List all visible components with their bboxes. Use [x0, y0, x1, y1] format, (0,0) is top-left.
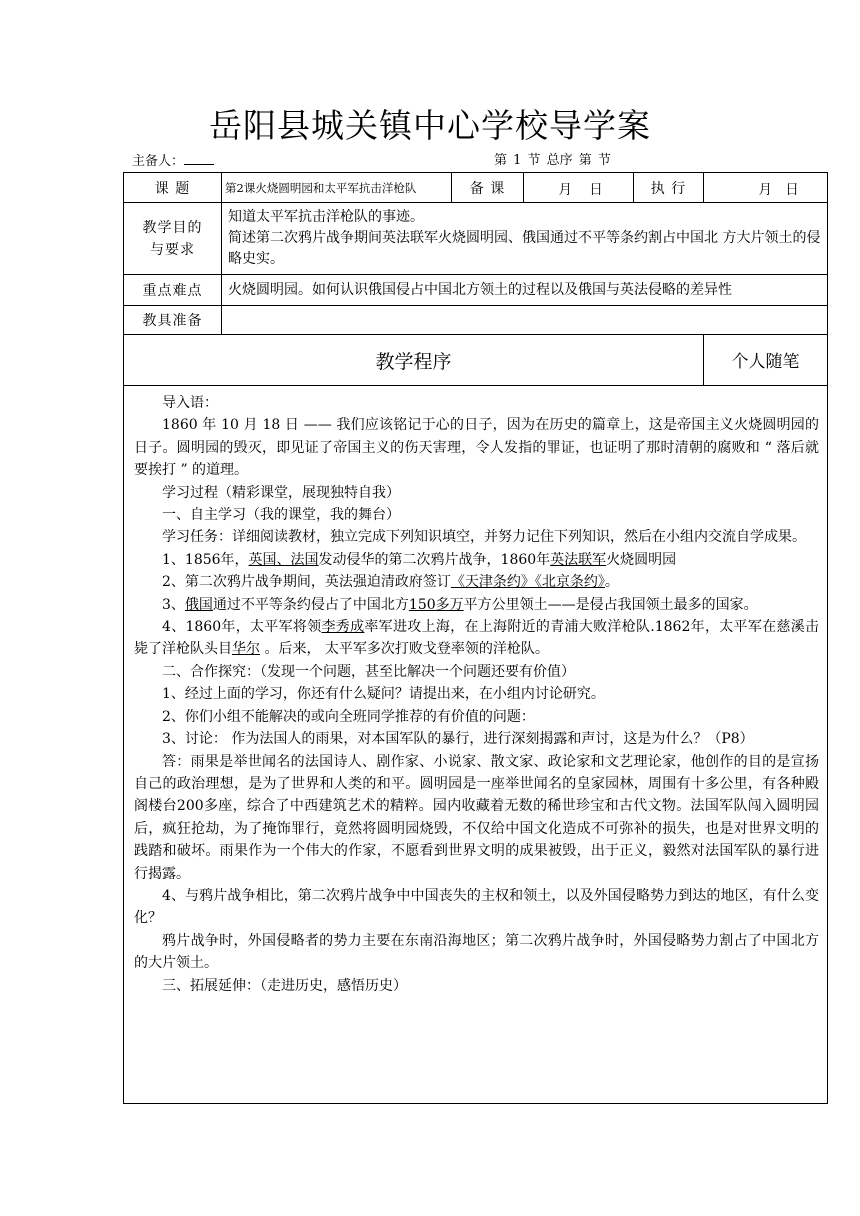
- goals-value: [222, 203, 828, 275]
- question-4: 4、与鸦片战争相比，第二次鸦片战争中中国丧失的主权和领土，以及外国侵略势力到达的地区，有什么变化？: [134, 887, 820, 927]
- goals-label-line2: 与要求: [150, 241, 195, 258]
- intro-label: 导入语：: [162, 395, 218, 411]
- question-1: 1、经过上面的学习，你还有什么疑问？请提出来，在小组内讨论研究。: [162, 686, 605, 703]
- question-2: 2、你们小组不能解决的或向全班同学推荐的有价值的问题：: [162, 708, 535, 725]
- lesson-plan-table: [123, 172, 828, 1104]
- materials-value: [222, 306, 828, 335]
- procedure-header-row: [124, 335, 828, 386]
- item-1-text-a: 1、1856年，: [162, 551, 249, 568]
- process-heading: 学习过程（精彩课堂，展现独特自我）: [162, 484, 400, 501]
- item-3-text-a: 3、: [162, 596, 185, 613]
- item-2-answer: 《天津条约》《北京条约》: [450, 574, 605, 591]
- item-4-answer-1: 李秀成: [321, 619, 365, 636]
- materials-row: [124, 306, 828, 335]
- section-info: 第 1 节 总序 第 节: [494, 153, 611, 168]
- key-points-row: [124, 275, 828, 306]
- item-4: [134, 616, 819, 661]
- prep-label: 备 课: [452, 173, 524, 203]
- task-text: 学习任务：详细阅读教材，独立完成下列知识填空，并努力记住下列知识，然后在小组内交流自学成果。: [162, 529, 806, 546]
- procedure-body: [124, 386, 828, 1104]
- item-3-answer-2: 150多万: [408, 596, 464, 613]
- goals-row: [124, 203, 828, 275]
- item-1-text-c: 发动侵华的第二次鸦片战争，1860年: [318, 551, 551, 568]
- item-3-answer-1: 俄国: [184, 596, 213, 613]
- notes-title: 个人随笔: [704, 335, 828, 386]
- item-1-answer-1: 英国、法国: [248, 551, 319, 568]
- exec-label: 执 行: [634, 173, 704, 203]
- prep-month: 月: [558, 181, 572, 198]
- answer-3: 答：雨果是举世闻名的法国诗人、剧作家、小说家、散文家、政论家和文艺理论家，他创作的目的是宣扬自己的政治理想，是为了世界和人类的和平。圆明园是一座举世闻名的皇家园林，周围有十多公里，有各种殿阁楼台200多座，综合了中西建筑艺术的精粹。园内收藏着无数的稀世珍宝和古代文物。法国军队闯入圆明园后，疯狂抢劫，为了掩饰罪行，竟然将圆明园烧毁，不仅给中国文化造成不可弥补的损失，也是对世界文明的践踏和破坏。雨果作为一个伟大的作家，不愿看到世界文明的成果被毁，出于正义，毅然对法国军队的暴行进行揭露。: [134, 753, 820, 882]
- prep-date: [524, 173, 634, 203]
- topic-label: 课 题: [124, 173, 222, 203]
- item-4-answer-2: 华尔: [232, 641, 260, 658]
- exec-month: 月: [758, 181, 773, 198]
- key-points-value: 火烧圆明园。如何认识俄国侵占中国北方领土的过程以及俄国与英法侵略的差异性: [222, 275, 828, 306]
- preparer-blank: [184, 152, 214, 165]
- item-3: [134, 594, 819, 616]
- preparer-label: 主备人：: [132, 154, 185, 169]
- part1-heading: 一、自主学习（我的课堂，我的舞台）: [162, 507, 400, 524]
- preparer-line: [132, 152, 214, 171]
- item-2-text-a: 2、第二次鸦片战争期间，英法强迫清政府签订: [162, 574, 451, 591]
- goal-line-1: 知道太平军抗击洋枪队的事迹。: [228, 209, 424, 225]
- intro-text: 1860 年 10 月 18 日 —— 我们应该铭记于心的日子，因为在历史的篇章上，这是帝国主义火烧圆明园的日子。圆明园的毁灭，即见证了帝国主义的伤天害理，令人发指的罪证，也证明了那时清朝的腐败和 “ 落后就要挨打 ” 的道理。: [134, 417, 820, 479]
- topic-value: 第2课火烧圆明园和太平军抗击洋枪队: [222, 173, 452, 203]
- item-4-text-e: 。后来， 太平军多次打败戈登率领的洋枪队。: [260, 641, 549, 658]
- header-row: [124, 173, 828, 203]
- item-1: [134, 549, 819, 571]
- exec-day: 日: [785, 181, 799, 198]
- item-3-text-c: 通过不平等条约侵占了中国北方: [212, 596, 409, 613]
- exec-date: [704, 173, 828, 203]
- item-3-text-e: 平方公里领土——是侵占我国领土最多的国家。: [463, 596, 758, 613]
- item-1-answer-2: 英法联军: [550, 551, 607, 568]
- key-points-label: 重点难点: [124, 275, 222, 306]
- document-title: 岳阳县城关镇中心学校导学案: [209, 106, 651, 145]
- item-4-text-a: 4、1860年，太平军将领: [162, 619, 322, 636]
- item-2-text-c: 。: [604, 574, 619, 591]
- question-3: 3、讨论： 作为法国人的雨果，对本国军队的暴行，进行深刻揭露和声讨，这是为什么？（P8）: [162, 731, 754, 748]
- goal-line-2: 简述第二次鸦片战争期间英法联军火烧圆明园、俄国通过不平等条约割占中国北 方大片领土的侵略史实。: [228, 230, 821, 267]
- item-1-text-e: 火烧圆明园: [606, 551, 677, 568]
- goals-label-line1: 教学目的: [142, 219, 203, 236]
- prep-day: 日: [589, 181, 603, 198]
- goals-label: [124, 203, 222, 275]
- item-4-text-c: 率军进攻上海，在上海附近的青浦大败洋枪队.1862年，太平军在慈溪击毙了洋枪队头目: [134, 619, 820, 658]
- answer-4: 鸦片战争时，外国侵略者的势力主要在东南沿海地区；第二次鸦片战争时，外国侵略势力割占了中国北方的大片领土。: [134, 932, 820, 972]
- materials-label: 教具准备: [124, 306, 222, 335]
- procedure-body-row: [124, 386, 828, 1104]
- part2-heading: 二、合作探究：（发现一个问题，甚至比解决一个问题还要有价值）: [162, 663, 575, 680]
- item-2: [134, 571, 819, 593]
- procedure-title: 教学程序: [124, 335, 704, 386]
- part3-heading: 三、拓展延伸：（走进历史，感悟历史）: [162, 977, 407, 994]
